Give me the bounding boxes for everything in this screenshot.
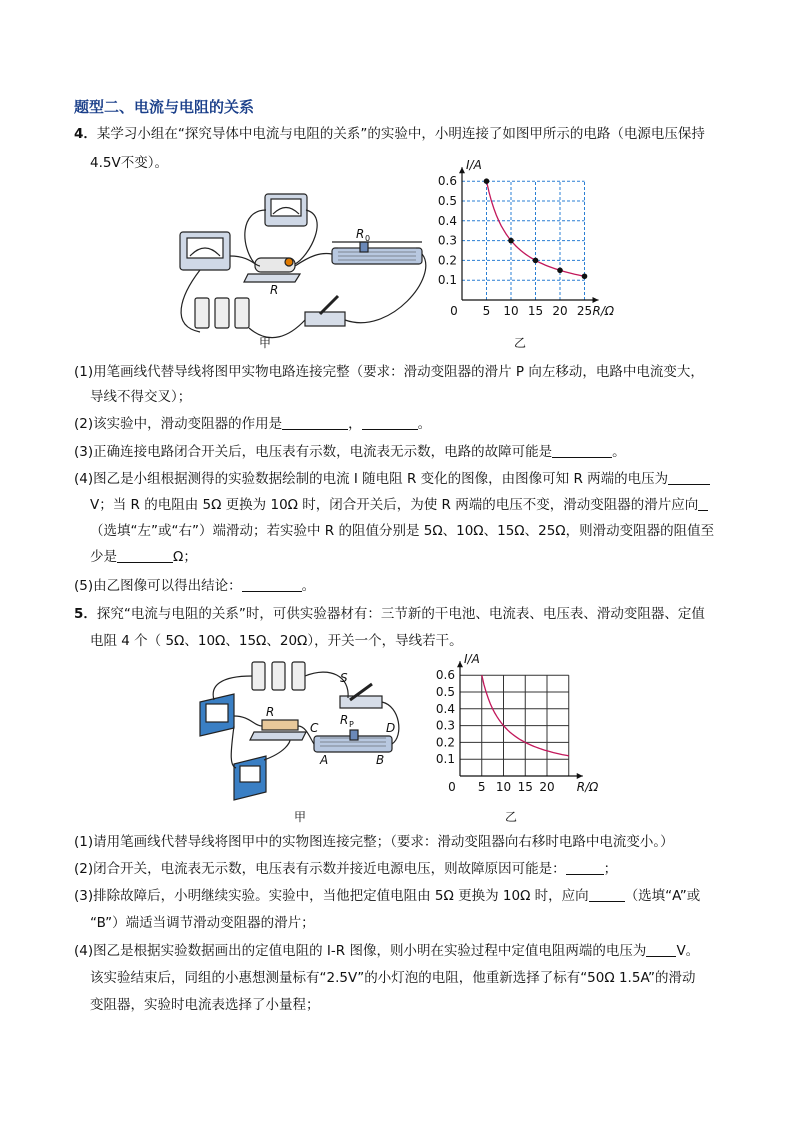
y-tick-label: 0.5 xyxy=(435,685,455,699)
q5-d-label: D xyxy=(386,721,396,735)
q4-sub2-blank-2[interactable] xyxy=(362,415,418,430)
q4-sub3-text: (3)正确连接电路闭合开关后，电压表有示数，电流表无示数，电路的故障可能是 xyxy=(74,444,553,460)
q4-fig-yi-caption: 乙 xyxy=(514,336,527,350)
y-axis-arrow xyxy=(457,661,463,667)
q4-sub4-line2 xyxy=(90,495,708,515)
y-axis-arrow xyxy=(459,167,465,173)
y-axis-label: I/A xyxy=(466,158,482,173)
q5-sub1: (1)请用笔画线代替导线将图甲中的实物图连接完整；（要求：滑动变阻器向右移时电路中电流变小。） xyxy=(74,834,674,850)
x-tick-label: 15 xyxy=(527,304,544,318)
x-tick-label: 20 xyxy=(552,304,568,318)
q4-sub1-line2: 导线不得交叉）； xyxy=(90,389,192,405)
x-tick-label: 0 xyxy=(448,780,456,794)
q5-iv-chart xyxy=(424,652,624,808)
q4-stem-line1 xyxy=(74,124,705,144)
x-axis-arrow xyxy=(593,297,599,303)
q4-sub3-blank[interactable] xyxy=(552,443,612,458)
q4-sub5-text: (5)由乙图像可以得出结论： xyxy=(74,578,242,594)
q5-sub3-text-a: (3)排除故障后，小明继续实验。实验中，当他把定值电阻由 5Ω 更换为 10Ω 时，应向 xyxy=(74,888,589,904)
q5-fig-jia-caption: 甲 xyxy=(294,810,307,824)
q4-sub4-text-b: V；当 R 的电阻由 5Ω 更换为 10Ω 时，闭合开关后，为使 R 两端的电压不变，滑动变阻器的滑片应向 xyxy=(90,497,699,513)
q4-sub5-blank[interactable] xyxy=(242,577,302,592)
x-axis-label: R/Ω xyxy=(576,780,599,794)
y-tick-label: 0.6 xyxy=(437,174,457,189)
x-tick-label: 20 xyxy=(539,780,555,794)
q5-battery-3 xyxy=(292,662,305,690)
q5-sub3-text-a2: （选填“A”或 xyxy=(624,888,701,904)
r0-subscript: 0 xyxy=(365,234,371,243)
section-title: 题型二、电流与电阻的关系 xyxy=(74,98,255,116)
q4-sub2-text: (2)该实验中，滑动变阻器的作用是 xyxy=(74,416,283,432)
q4-number: 4． xyxy=(74,126,97,142)
data-point xyxy=(508,238,514,244)
q5-b-label: B xyxy=(376,753,385,767)
q5-sub4-line2: 该实验结束后，同组的小惠想测量标有“2.5V”的小灯泡的电阻，他重新选择了标有“50Ω 1.5A”的滑动 xyxy=(90,970,696,986)
q4-stem-text: 某学习小组在“探究导体中电流与电阻的关系”的实验中，小明连接了如图甲所示的电路（电源电压保持 xyxy=(96,126,705,142)
q4-sub2 xyxy=(74,414,431,434)
q5-rp-label: R xyxy=(340,713,349,727)
x-tick-label: 10 xyxy=(503,304,519,318)
q5-stem-line2: 电阻 4 个（ 5Ω、10Ω、15Ω、20Ω），开关一个，导线若干。 xyxy=(90,633,463,649)
y-axis-label: I/A xyxy=(464,652,480,667)
q5-sub4-line1 xyxy=(74,941,699,961)
q4-sub4-blank-2[interactable] xyxy=(698,496,708,511)
q4-iv-chart xyxy=(432,158,632,336)
y-tick-label: 0.2 xyxy=(437,253,457,268)
q5-battery-1 xyxy=(252,662,265,690)
battery-2 xyxy=(215,298,229,328)
q5-sub3-blank[interactable] xyxy=(589,887,625,902)
y-tick-label: 0.2 xyxy=(435,735,455,750)
q5-fig-yi-caption: 乙 xyxy=(505,810,518,824)
q5-sub4-text-a2: V。 xyxy=(676,943,700,959)
q4-sub1-line1: (1)用笔画线代替导线将图甲实物电路连接完整（要求：滑动变阻器的滑片 P 向左移动，电路中电流变大， xyxy=(74,364,704,380)
q5-r-label: R xyxy=(266,705,275,719)
x-tick-label: 0 xyxy=(450,304,458,318)
x-tick-label: 5 xyxy=(482,304,491,318)
y-tick-label: 0.5 xyxy=(437,194,457,208)
data-point xyxy=(533,258,539,264)
data-point xyxy=(582,273,588,279)
switch xyxy=(305,312,345,326)
x-axis-arrow xyxy=(577,773,583,779)
q5-c-label: C xyxy=(310,721,319,735)
q4-sub2-comma: ， xyxy=(348,416,362,432)
q5-stem-line1 xyxy=(74,604,705,624)
r-label: R xyxy=(270,283,279,297)
x-tick-label: 25 xyxy=(576,304,593,318)
q5-sub4-line3: 变阻器，实验时电流表选择了小量程； xyxy=(90,997,320,1013)
q5-switch xyxy=(340,696,382,708)
data-point xyxy=(484,178,490,184)
r0-label: R xyxy=(356,227,365,241)
q5-s-label: S xyxy=(340,671,348,685)
q4-sub4-line3: （选填“左”或“右”）端滑动；若实验中 R 的阻值分别是 5Ω、10Ω、15Ω、25Ω，则滑动变阻器的阻值至 xyxy=(90,523,715,539)
q5-battery-2 xyxy=(272,662,285,690)
battery-1 xyxy=(195,298,209,328)
y-tick-label: 0.3 xyxy=(435,718,455,733)
q4-sub2-end: 。 xyxy=(417,416,432,432)
q5-stem-text: 探究“电流与电阻的关系”时，可供实验器材有：三节新的干电池、电流表、电压表、滑动变阻器、定值 xyxy=(96,606,705,622)
x-axis-label: R/Ω xyxy=(592,304,615,318)
q4-sub4-line4 xyxy=(90,547,197,567)
data-point xyxy=(557,268,563,274)
q4-sub4-line1 xyxy=(74,469,710,489)
q4-sub4-text-a: (4)图乙是小组根据测得的实验数据绘制的电流 I 随电阻 R 变化的图像，由图像可知 R 两端的电压为 xyxy=(74,471,669,487)
q5-a-label: A xyxy=(320,753,329,767)
q4-sub2-blank-1[interactable] xyxy=(282,415,348,430)
x-tick-label: 10 xyxy=(495,780,512,794)
q5-sub4-text-a: (4)图乙是根据实验数据画出的定值电阻的 I-R 图像，则小明在实验过程中定值电阻两端的电压为 xyxy=(74,943,647,959)
y-tick-label: 0.6 xyxy=(435,668,455,683)
q4-sub4-text-d1: 少是 xyxy=(90,549,117,565)
q4-sub5-end: 。 xyxy=(301,578,316,594)
q5-sub2-blank[interactable] xyxy=(566,860,604,875)
q5-number: 5． xyxy=(74,606,97,622)
q4-sub3-end: 。 xyxy=(612,444,626,460)
q4-circuit-figure xyxy=(160,186,430,346)
q4-sub3 xyxy=(74,442,626,462)
q4-sub5 xyxy=(74,576,315,596)
q5-sub3-line2: “B”）端适当调节滑动变阻器的滑片； xyxy=(90,915,315,931)
q5-sub3-line1 xyxy=(74,886,700,906)
q4-sub4-blank-3[interactable] xyxy=(117,548,173,563)
q5-rp-subscript: P xyxy=(349,720,354,729)
q4-fig-jia-caption: 甲 xyxy=(259,336,272,350)
q5-sub2-end: ； xyxy=(603,861,618,877)
q4-sub4-blank-1[interactable] xyxy=(668,470,710,485)
q5-sub2-text: (2)闭合开关，电流表无示数，电压表有示数并接近电源电压，则故障原因可能是： xyxy=(74,861,566,877)
y-tick-label: 0.4 xyxy=(435,701,455,716)
x-tick-label: 5 xyxy=(477,780,486,794)
battery-3 xyxy=(235,298,249,328)
q5-circuit-figure xyxy=(190,656,410,814)
y-tick-label: 0.4 xyxy=(437,213,457,228)
q4-stem-line2: 4.5V不变）。 xyxy=(90,155,168,171)
q5-sub2 xyxy=(74,859,617,879)
y-tick-label: 0.3 xyxy=(437,233,457,248)
x-tick-label: 15 xyxy=(517,780,533,794)
q4-sub4-text-d2: Ω； xyxy=(173,549,197,565)
y-tick-label: 0.1 xyxy=(435,752,455,767)
y-tick-label: 0.1 xyxy=(437,273,457,288)
q5-sub4-blank[interactable] xyxy=(646,942,676,957)
q5-resistor-r xyxy=(262,720,298,730)
